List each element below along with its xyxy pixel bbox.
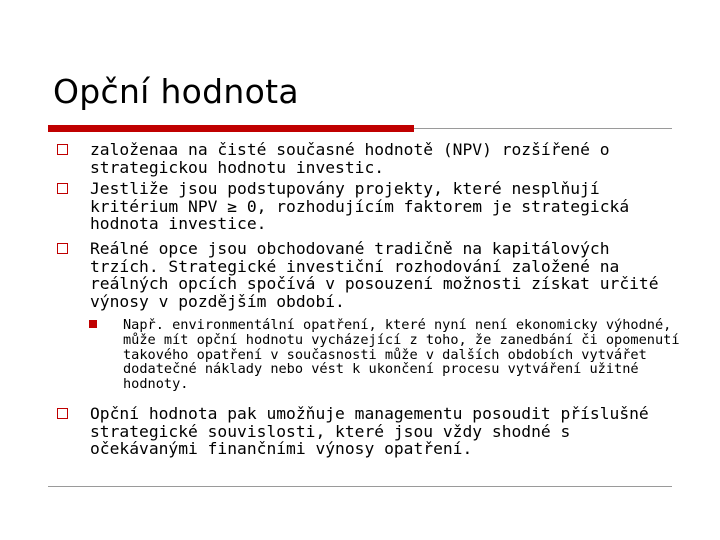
hollow-square-bullet-icon: [57, 144, 68, 155]
bullet-item: [90, 405, 670, 458]
bullet-text: založenaa na čisté současné hodnotě (NPV) rozšířené o strategickou hodnotu investic.: [90, 140, 610, 177]
bullet-item: [90, 180, 670, 233]
hollow-square-bullet-icon: [57, 183, 68, 194]
title-underline-rule: [414, 128, 672, 129]
bullet-text: Reálné opce jsou obchodované tradičně na kapitálových trzích. Strategické investiční rozhodování založené na reálných opcích spočívá v posouzení možnosti získat určité výnosy v pozdějším období.: [90, 239, 659, 311]
bullet-text: Opční hodnota pak umožňuje managementu posoudit příslušné strategické souvislosti, které jsou vždy shodné s očekávanými finančními výnosy opatření.: [90, 404, 649, 458]
bullet-item: [90, 240, 670, 310]
slide-title: Opční hodnota: [53, 72, 299, 111]
title-underline-accent: [48, 125, 414, 132]
hollow-square-bullet-icon: [57, 408, 68, 419]
footer-rule: [48, 486, 672, 487]
bullet-item: [90, 141, 670, 176]
sub-bullet-text: Např. environmentální opatření, které nyní není ekonomicky výhodné, může mít opční hodnotu vycházející z toho, že zanedbání či opomenutí takového opatření v současnosti může v dalších obdobích vytvářet dodatečné náklady nebo vést k ukončení procesu vytváření užitné hodnoty.: [123, 317, 680, 393]
bullet-text: Jestliže jsou podstupovány projekty, které nesplňují kritérium NPV ≥ 0, rozhodujícím faktorem je strategická hodnota investice.: [90, 179, 630, 233]
hollow-square-bullet-icon: [57, 243, 68, 254]
sub-bullet-item: [123, 318, 683, 392]
filled-square-bullet-icon: [89, 320, 97, 328]
